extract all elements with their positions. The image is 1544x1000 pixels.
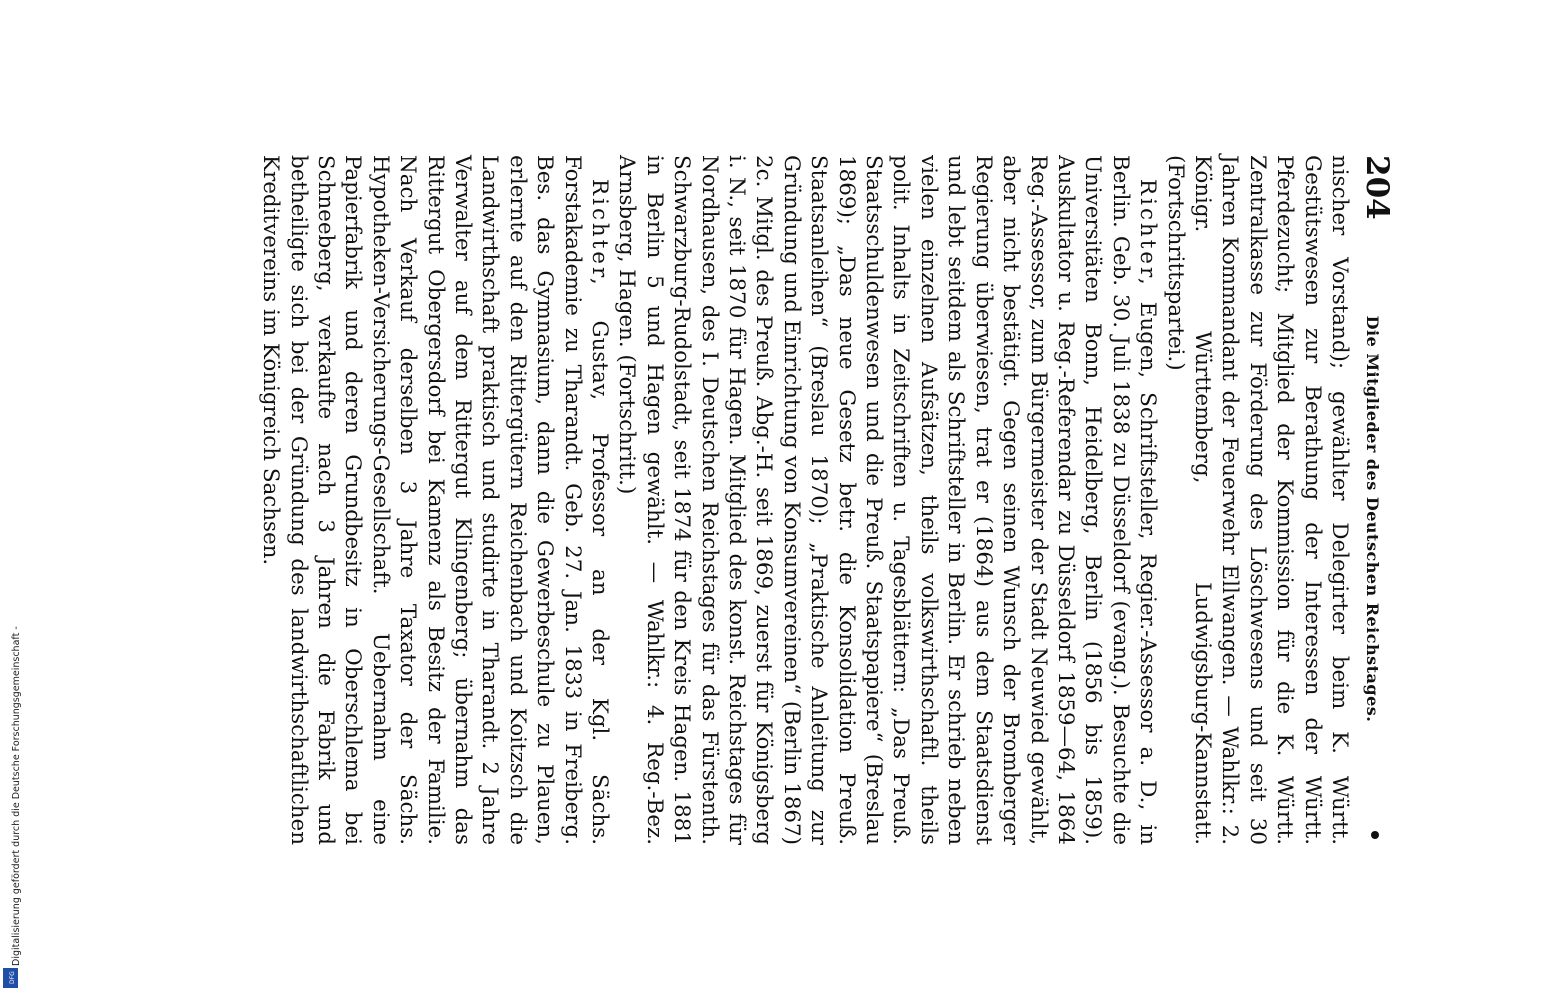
credit-text: Digitalisierung gefördert durch die Deutsche Forschungsgemeinschaft - xyxy=(11,626,22,966)
page-number: 204 xyxy=(1359,155,1395,220)
digitization-credit xyxy=(0,600,22,992)
ink-dot xyxy=(1371,831,1379,839)
entry-lead: Richter, xyxy=(1135,179,1161,288)
entry-text: Eugen, Schriftsteller, Regier.-Assessor a. D., in Berlin. Geb. 30. Juli 1838 zu Düsseldorf (evang.). Besuchte die Universitäten Bonn, Heidelberg, Berlin (1856 bis 1859). Auskultator u. Reg.-Referendar zu Düsseldorf 1859—64, 1864 Reg.-Assessor, zum Bürgermeister der Stadt Neuwied gewählt, aber nicht bestätigt. Gegen seinen Wunsch der Bromberger Regierung überwiesen, trat er (1864) aus dem Staatsdienst und lebt seitdem als Schriftsteller in Berlin. Er schrieb neben vielen einzelnen Aufsätzen, theils volkswirthschaftl. theils polit. Inhalts in Zeitschriften u. Tagesblättern: „Das Preuß. Staatsschuldenwesen und die Preuß. Staatspapiere“ (Breslau 1869); „Das neue Gesetz betr. die Konsolidation Preuß. Staatsanleihen“ (Breslau 1870); „Praktische Anleitung zur Gründung und Einrichtung von Konsumvereinen“ (Berlin 1867) 2c. Mitgl. des Preuß. Abg.-H. seit 1869, zuerst für Königsberg i. N., seit 1870 für Hagen. Mitglied des konst. Reichstages für Nordhausen, des I. Deutschen Reichstages für das Fürstenth. Schwarzburg-Rudolstadt, seit 1874 für den Kreis Hagen. 1881 in Berlin 5 und Hagen gewählt. — Wahlkr.: 4. Reg.-Bez. Arnsberg, Hagen. (Fortschritt.) xyxy=(614,155,1161,845)
paragraph-text: nischer Vorstand); gewählter Delegirter beim K. Württ. Gestütswesen zur Berathung der Interessen der Württ. Pferdezucht; Mitglied der Kommission für die K. Württ. Zentralkasse zur Förderung des Löschwesens und seit 30 Jahren Kommandant der Feuerwehr Ellwangen. — Wahlkr.: 2. Königr. Württemberg, Ludwigsburg-Kannstatt. (Fortschrittspartei.) xyxy=(1162,155,1352,845)
paragraph-continuation xyxy=(1161,155,1353,845)
page-body xyxy=(257,155,1353,845)
entry-richter-gustav xyxy=(257,155,613,845)
dfg-logo: DFG xyxy=(3,968,18,988)
entry-richter-eugen xyxy=(613,155,1161,845)
scanned-page xyxy=(150,155,1395,845)
running-head xyxy=(1355,155,1395,845)
entry-text: Gustav, Professor an der Kgl. Sächs. Forstakademie zu Tharandt. Geb. 27. Jan. 1833 in Freiberg. Bes. das Gymnasium, dann die Gewerbeschule zu Plauen, erlernte auf den Rittergütern Reichenbach und Koitzsch die Landwirthschaft praktisch und studirte in Tharandt. 2 Jahre Verwalter auf dem Rittergut Klingenberg; übernahm das Rittergut Obergersdorf bei Kamenz als Besitz der Familie. Nach Verkauf derselben 3 Jahre Taxator der Sächs. Hypotheken-Versicherungs-Gesellschaft. Uebernahm eine Papierfabrik und deren Grundbesitz in Oberschlema bei Schneeberg, verkaufte nach 3 Jahren die Fabrik und betheiligte sich bei der Gründung des landwirthschaftlichen Kreditvereins im Königreich Sachsen. xyxy=(258,155,613,845)
entry-lead: Richter, xyxy=(587,179,613,288)
running-title: Die Mitglieder des Deutschen Reichstages. xyxy=(1363,315,1382,723)
